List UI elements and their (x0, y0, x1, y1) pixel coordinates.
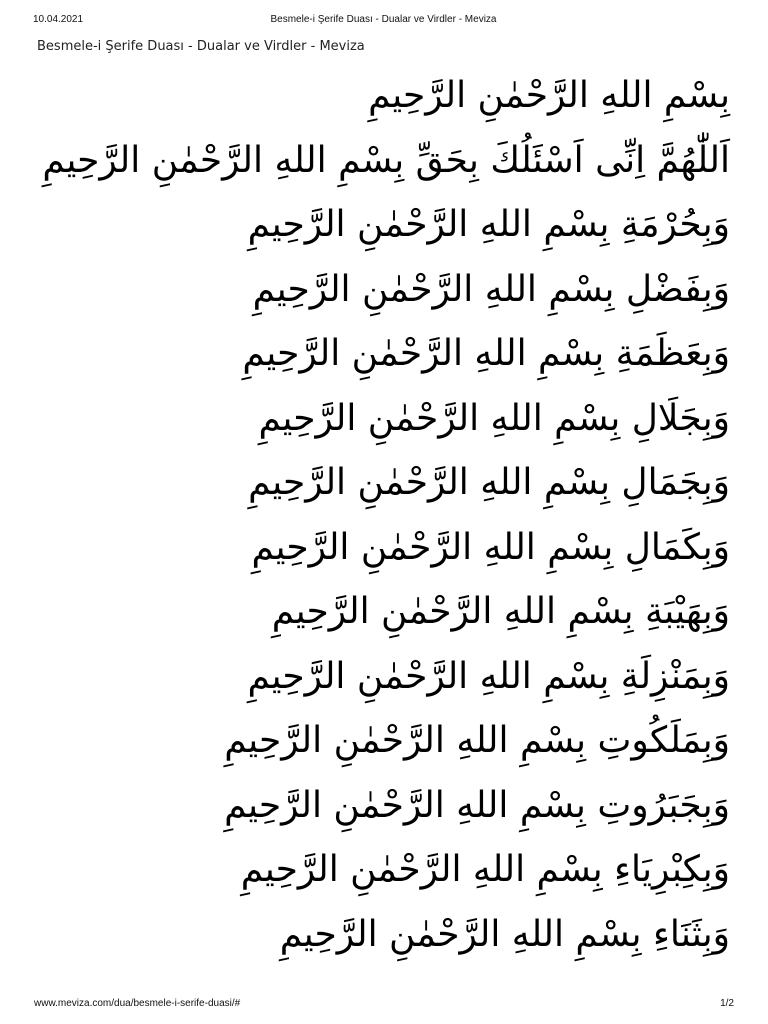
prayer-line: وَبِجَلَالِ بِسْمِ اللهِ الرَّحْمٰنِ الرَّحِيمِ (258, 397, 730, 439)
page-title: Besmele-i Şerife Duası - Dualar ve Virdler - Meviza (37, 39, 365, 54)
prayer-line: بِسْمِ اللهِ الرَّحْمٰنِ الرَّحِيمِ (368, 75, 730, 116)
print-date: 10.04.2021 (33, 14, 84, 25)
page-number: 1/2 (720, 998, 734, 1009)
print-header (33, 14, 734, 30)
prayer-line: وَبِجَمَالِ بِسْمِ اللهِ الرَّحْمٰنِ الرَّحِيمِ (248, 462, 730, 503)
prayer-line: وَبِثَنَاءِ بِسْمِ اللهِ الرَّحْمٰنِ الرَّحِيمِ (279, 913, 730, 955)
prayer-line: وَبِحُرْمَةِ بِسْمِ اللهِ الرَّحْمٰنِ الرَّحِيمِ (247, 204, 730, 245)
prayer-line: وَبِمَلَكُوتِ بِسْمِ اللهِ الرَّحْمٰنِ الرَّحِيمِ (224, 720, 730, 761)
prayer-line: وَبِكِبْرِيَاءِ بِسْمِ اللهِ الرَّحْمٰنِ الرَّحِيمِ (240, 849, 730, 890)
print-header-title: Besmele-i Şerife Duası - Dualar ve Virdler - Meviza (270, 14, 497, 25)
page-url: www.meviza.com/dua/besmele-i-serife-duasi/# (34, 998, 241, 1009)
print-footer (34, 998, 734, 1012)
prayer-line: وَبِعَظَمَةِ بِسْمِ اللهِ الرَّحْمٰنِ الرَّحِيمِ (242, 333, 730, 374)
prayer-line: وَبِكَمَالِ بِسْمِ اللهِ الرَّحْمٰنِ الرَّحِيمِ (251, 526, 730, 568)
prayer-line: وَبِجَبَرُوتِ بِسْمِ اللهِ الرَّحْمٰنِ الرَّحِيمِ (224, 784, 730, 826)
prayer-line: وَبِهَيْبَةِ بِسْمِ اللهِ الرَّحْمٰنِ الرَّحِيمِ (271, 591, 730, 632)
prayer-line: وَبِمَنْزِلَةِ بِسْمِ اللهِ الرَّحْمٰنِ الرَّحِيمِ (247, 655, 730, 697)
prayer-line: وَبِفَضْلِ بِسْمِ اللهِ الرَّحْمٰنِ الرَّحِيمِ (252, 268, 730, 310)
prayer-line: اَللّٰهُمَّ اِنِّى اَسْئَلُكَ بِحَقِّ بِسْمِ اللهِ الرَّحْمٰنِ الرَّحِيمِ (42, 139, 730, 181)
prayer-text (42, 64, 730, 967)
